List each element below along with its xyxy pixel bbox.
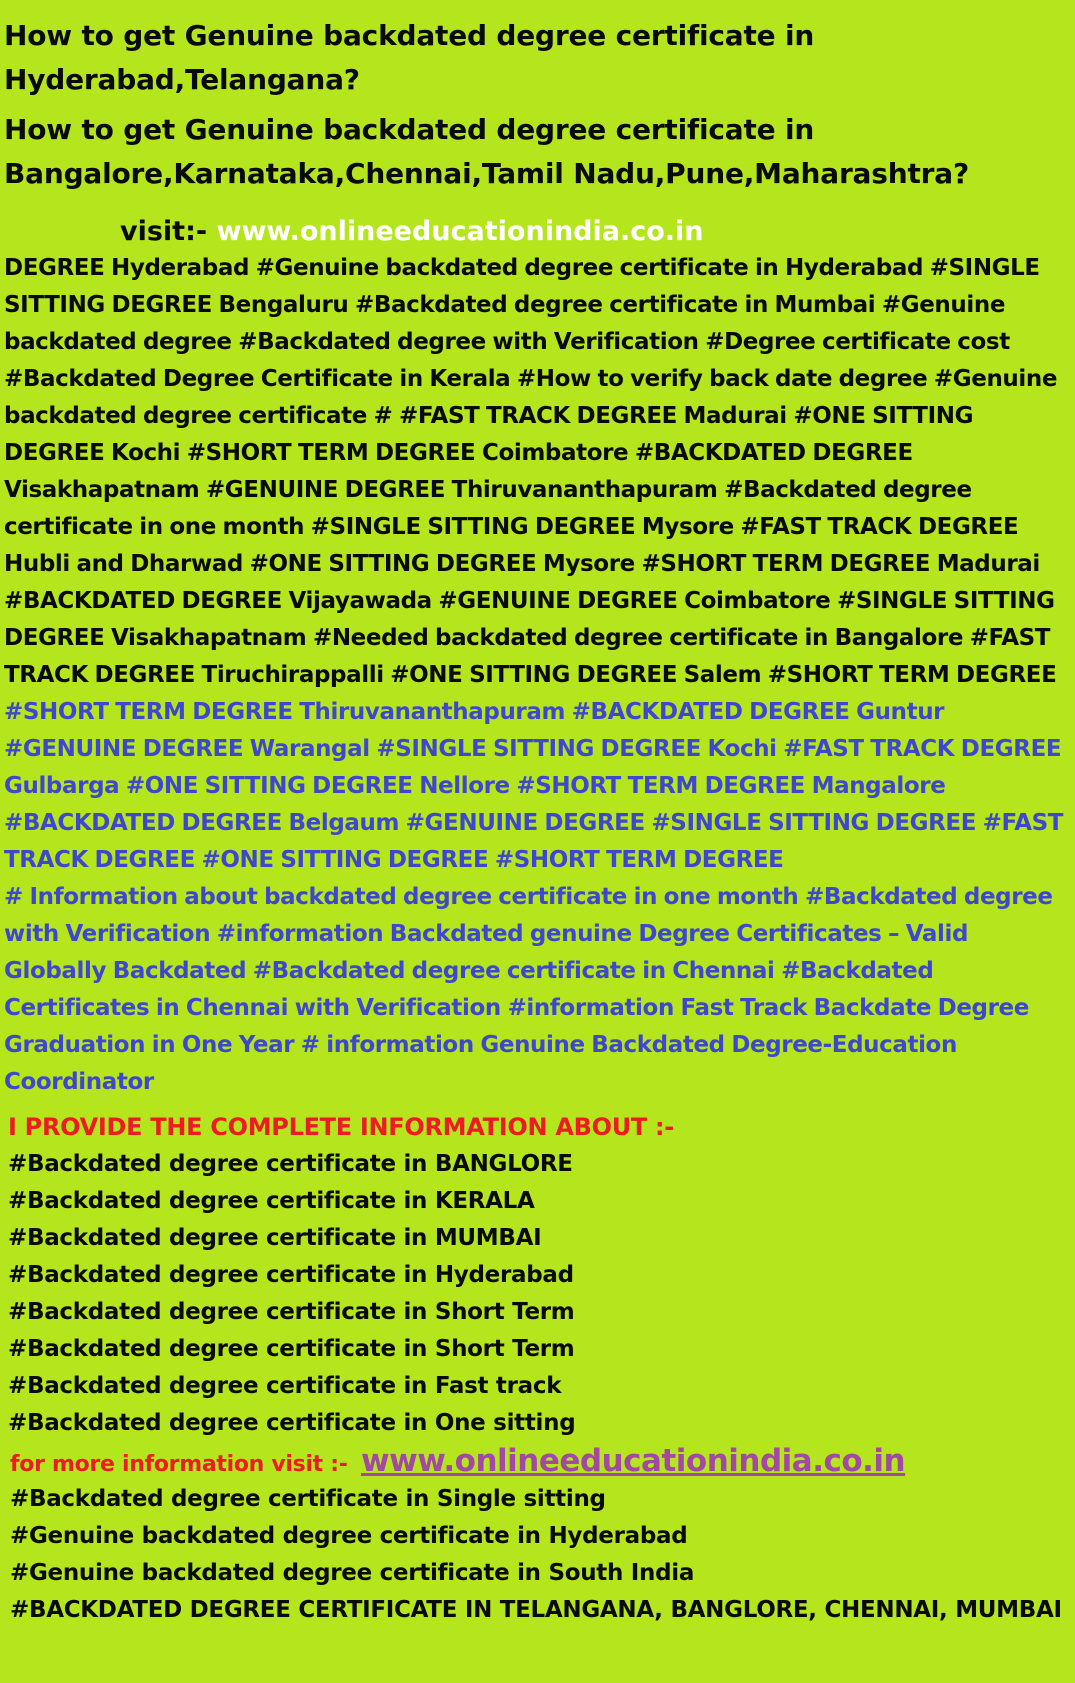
list-item: #Backdated degree certificate in Hyderabad bbox=[8, 1262, 574, 1288]
list-item: #Backdated degree certificate in One sitting bbox=[8, 1410, 576, 1436]
heading-hyderabad: How to get Genuine backdated degree certificate in Hyderabad,Telangana? bbox=[4, 19, 815, 96]
visit-url[interactable]: www.onlineeducationindia.co.in bbox=[216, 216, 704, 247]
list-item: #Backdated degree certificate in BANGLORE bbox=[8, 1151, 573, 1177]
information-paragraph-blue: # Information about backdated degree certificate in one month #Backdated degree with Verification #information Backdated genuine Degree Certificates – Valid Globally Backdated #Backdated degree certificate in Chennai #Backdated Certificates in Chennai with Verification #information Fast Track Backdate Degree Graduation in One Year # information Genuine Backdated Degree-Education Coordinator bbox=[4, 884, 1053, 1095]
certificate-list-first bbox=[4, 1146, 1071, 1442]
info-title: I PROVIDE THE COMPLETE INFORMATION ABOUT :- bbox=[8, 1113, 674, 1141]
list-item: #Genuine backdated degree certificate in Hyderabad bbox=[10, 1523, 688, 1549]
list-item: #BACKDATED DEGREE CERTIFICATE IN TELANGANA, BANGLORE, CHENNAI, MUMBAI bbox=[10, 1597, 1062, 1623]
more-info-line bbox=[10, 1442, 1071, 1481]
heading-bangalore: How to get Genuine backdated degree certificate in Bangalore,Karnataka,Chennai,Tamil Nadu,Pune,Maharashtra? bbox=[4, 113, 969, 190]
certificate-list-second bbox=[4, 1481, 1071, 1629]
list-item: #Backdated degree certificate in Short Term bbox=[8, 1299, 575, 1325]
visit-line bbox=[120, 214, 1071, 250]
keyword-paragraph-black: DEGREE Hyderabad #Genuine backdated degree certificate in Hyderabad #SINGLE SITTING DEGREE Bengaluru #Backdated degree certificate in Mumbai #Genuine backdated degree #Backdated degree with Verification #Degree certificate cost #Backdated Degree Certificate in Kerala #How to verify back date degree #Genuine backdated degree certificate # #FAST TRACK DEGREE Madurai #ONE SITTING DEGREE Kochi #SHORT TERM DEGREE Coimbatore #BACKDATED DEGREE Visakhapatnam #GENUINE DEGREE Thiruvananthapuram #Backdated degree certificate in one month #SINGLE SITTING DEGREE Mysore #FAST TRACK DEGREE Hubli and Dharwad #ONE SITTING DEGREE Mysore #SHORT TERM DEGREE Madurai #BACKDATED DEGREE Vijayawada #GENUINE DEGREE Coimbatore #SINGLE SITTING DEGREE Visakhapatnam #Needed backdated degree certificate in Bangalore #FAST TRACK DEGREE Tiruchirappalli #ONE SITTING DEGREE Salem #SHORT TERM DEGREE bbox=[4, 255, 1058, 688]
list-item: #Backdated degree certificate in Single sitting bbox=[10, 1486, 606, 1512]
visit-label: visit:- bbox=[120, 216, 208, 247]
keyword-paragraph-blue: #SHORT TERM DEGREE Thiruvananthapuram #BACKDATED DEGREE Guntur #GENUINE DEGREE Warangal #SINGLE SITTING DEGREE Kochi #FAST TRACK DEGREE Gulbarga #ONE SITTING DEGREE Nellore #SHORT TERM DEGREE Mangalore #BACKDATED DEGREE Belgaum #GENUINE DEGREE #SINGLE SITTING DEGREE #FAST TRACK DEGREE #ONE SITTING DEGREE #SHORT TERM DEGREE bbox=[4, 699, 1064, 873]
list-item: #Backdated degree certificate in Short Term bbox=[8, 1336, 575, 1362]
list-item: #Genuine backdated degree certificate in South India bbox=[10, 1560, 695, 1586]
list-item: #Backdated degree certificate in Fast track bbox=[8, 1373, 562, 1399]
list-item: #Backdated degree certificate in KERALA bbox=[8, 1188, 535, 1214]
more-info-label: for more information visit :- bbox=[10, 1452, 348, 1477]
more-info-link[interactable]: www.onlineeducationindia.co.in bbox=[360, 1443, 906, 1479]
list-item: #Backdated degree certificate in MUMBAI bbox=[8, 1225, 542, 1251]
